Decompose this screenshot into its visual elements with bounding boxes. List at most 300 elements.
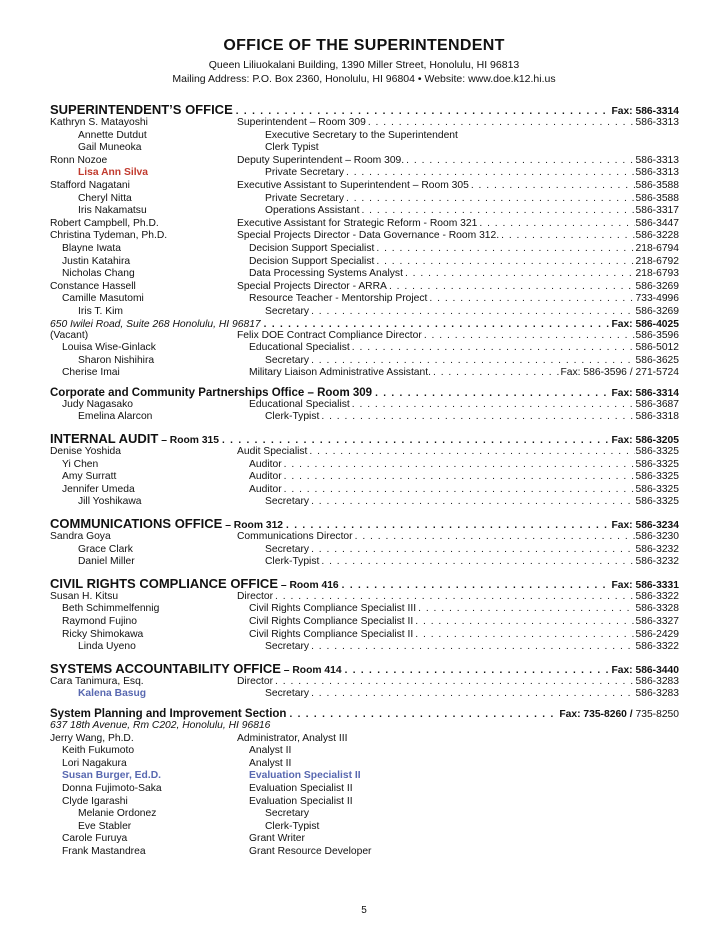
job-title: Civil Rights Compliance Specialist III [249,603,417,615]
person-name: Kathryn S. Matayoshi [50,117,148,128]
phone-number: 586-5012 [635,342,679,354]
directory-row [50,193,679,206]
dot-leader [309,688,635,701]
job-title-cell [237,281,679,294]
dot-leader [307,446,635,459]
phone-number: 586-3283 [635,675,679,687]
dot-leader [469,180,636,193]
directory-row [50,471,679,484]
phone-number: 586-3588 [635,179,679,191]
job-title-cell [265,306,679,319]
directory-row [50,411,679,424]
section-header [50,516,679,531]
section-fax [611,520,679,531]
section-fax-text: Fax: 586-3331 [611,579,679,591]
dot-leader [219,435,611,446]
job-title: Analyst II [249,745,292,757]
job-title-cell [237,218,679,231]
person-name: Justin Katahira [62,255,131,267]
section-heading-text: COMMUNICATIONS OFFICE [50,516,223,532]
person-name: Camille Masutomi [62,293,144,305]
job-title: Grant Writer [249,833,305,845]
job-title: Executive Assistant for Strategic Reform - Room 321 [237,217,478,229]
job-title: Special Projects Director - Data Governance - Room 312. [237,230,500,242]
phone-number: 586-2429 [635,628,679,640]
directory-row [50,688,679,701]
dot-leader [261,319,612,330]
job-title: Administrator, Analyst III [237,732,348,744]
person-name: Jill Yoshikawa [78,496,142,508]
job-title-cell [249,293,679,306]
job-title-cell [249,484,679,497]
phone-number: 586-3318 [635,411,679,423]
phone-number: 586-3269 [635,280,679,292]
person-name: Susan H. Kitsu [50,590,119,602]
directory-row [50,142,679,155]
phone-number: 586-3232 [635,543,679,555]
person-name: Grace Clark [78,543,133,555]
person-name: Nicholas Chang [62,268,135,280]
phone-number: 586-3447 [635,217,679,229]
dot-leader [233,106,612,117]
job-title-cell [249,342,679,355]
job-title-cell [237,330,679,343]
section-fax-text: Fax: 586-3314 [611,106,679,117]
section-address: 637 18th Avenue, Rm C202, Honolulu, HI 96816 [50,719,271,731]
job-title: Auditor [249,458,282,470]
job-title-cell [237,117,679,130]
job-title: Superintendent – Room 309 [237,117,366,128]
dot-leader [319,556,635,569]
job-title: Executive Secretary to the Superintendent [265,129,458,141]
page-title: OFFICE OF THE SUPERINTENDENT [223,37,505,54]
job-title-cell [265,688,679,701]
job-title: Secretary [265,641,310,653]
person-name: Cheryl Nitta [78,192,132,204]
dot-leader [309,641,635,654]
directory-row [50,355,679,368]
section-fax [611,435,679,446]
directory-row [50,496,679,509]
directory [50,102,679,859]
person-name: Ricky Shimokawa [62,628,144,640]
person-name: Frank Mastandrea [62,845,146,857]
person-name: Linda Uyeno [78,641,136,653]
job-title-cell [249,629,679,642]
job-title-cell [249,833,679,846]
dot-leader [359,205,635,218]
section-heading-text: SUPERINTENDENT’S OFFICE [50,102,233,117]
person-name: Emelina Alarcon [78,411,153,423]
person-name: Keith Fukumoto [62,745,135,757]
section-heading-text: CIVIL RIGHTS COMPLIANCE OFFICE [50,575,278,591]
job-title: Operations Assistant [265,205,360,217]
dot-leader [286,709,559,720]
job-title: Educational Specialist [249,398,350,410]
person-name: Blayne Iwata [62,242,121,254]
job-title: Secretary [265,808,310,820]
directory-row [50,342,679,355]
section-room: – Room 312 [222,520,284,532]
job-title-cell [249,616,679,629]
job-title-cell [249,796,679,809]
dot-leader [422,330,636,343]
person-name: Carole Furuya [62,833,128,845]
phone-number: 586-3228 [635,230,679,242]
directory-row [50,130,679,143]
job-title: Educational Specialist [249,342,350,354]
dot-leader [403,268,636,281]
job-title-cell [237,531,679,544]
dot-leader [309,544,635,557]
person-name: Constance Hassell [50,280,136,292]
section-header [50,431,679,446]
job-title-cell [265,641,679,654]
person-name: Melanie Ordonez [78,808,157,820]
job-title: Communications Director [237,531,353,543]
job-title: Data Processing Systems Analyst [249,268,403,280]
section-fax [611,580,679,591]
section-heading [50,516,283,531]
dot-leader [309,496,635,509]
dot-leader [282,471,636,484]
job-title: Decision Support Specialist [249,242,375,254]
job-title-cell [265,193,679,206]
person-name: Judy Nagasako [62,398,133,410]
section-header [50,661,679,676]
section-room: – Room 315 [158,435,220,447]
job-title-cell [249,745,679,758]
directory-row [50,180,679,193]
person-name: Cara Tanimura, Esq. [50,675,144,687]
directory-row [50,641,679,654]
directory-row [50,591,679,604]
phone-number: 586-3328 [635,603,679,615]
directory-row [50,367,679,380]
job-title-cell [249,243,679,256]
job-title-cell [237,676,679,689]
section-heading [50,431,219,446]
job-title-cell [249,758,679,771]
section-heading [50,576,339,591]
directory-row [50,459,679,472]
phone-number: 733-4996 [635,293,679,305]
person-name: Raymond Fujino [62,616,137,627]
dot-leader [413,616,635,629]
phone-number: 586-3322 [635,590,679,602]
directory-row [50,603,679,616]
job-title: Evaluation Specialist II [249,795,353,807]
section-heading-text: SYSTEMS ACCOUNTABILITY OFFICE [50,660,281,676]
job-title: Deputy Superintendent – Room 309. [237,154,405,166]
job-title: Evaluation Specialist II [249,782,353,794]
person-name: Sharon Nishihira [78,354,155,366]
directory-row [50,205,679,218]
phone-number: 586-3322 [635,641,679,653]
job-title-cell [265,355,679,368]
section-heading [50,661,342,676]
person-name: Robert Campbell, Ph.D. [50,217,159,229]
directory-row [50,330,679,343]
section-heading [50,319,261,330]
job-title-cell [265,142,679,155]
section-fax-text: Fax: 586-3440 [611,664,679,676]
job-title: Director [237,590,274,602]
job-title: Clerk-Typist [265,556,320,568]
dot-leader [353,531,636,544]
section-header [50,319,679,330]
dot-leader [273,591,635,604]
person-name: Yi Chen [62,458,99,470]
dot-leader [342,665,612,676]
phone-number: 586-3327 [635,616,679,627]
person-name: Denise Yoshida [50,446,121,458]
directory-row [50,770,679,783]
directory-row [50,783,679,796]
person-name: Cherise Imai [62,367,120,379]
job-title-cell [249,268,679,281]
section-fax-text: Fax: 586-4025 [611,318,679,330]
section-heading [50,387,372,399]
directory-row [50,484,679,497]
dot-leader [431,367,561,380]
job-title-cell [249,399,679,412]
job-title-cell [237,591,679,604]
phone-number: 586-3588 [635,192,679,204]
dot-leader [427,293,635,306]
dot-leader [477,218,635,231]
phone-number: 586-3313 [635,154,679,166]
directory-row [50,821,679,834]
person-name: Sandra Goya [50,531,111,543]
phone-number: 586-3283 [635,688,679,700]
directory-row [50,531,679,544]
phone-number: 586-3325 [635,446,679,458]
job-title-cell [237,733,679,746]
person-name: Christina Tydeman, Ph.D. [50,230,168,242]
directory-row [50,281,679,294]
person-name: Clyde Igarashi [62,795,128,807]
person-name: Lisa Ann Silva [78,167,149,179]
job-title: Director [237,675,274,687]
directory-row [50,446,679,459]
job-title-cell [237,155,679,168]
job-title: Auditor [249,483,282,495]
page-number: 5 [361,905,367,916]
dot-leader [273,676,635,689]
job-title: Resource Teacher - Mentorship Project [249,293,428,305]
phone-number: 586-3313 [635,167,679,179]
person-name: Ronn Nozoe [50,154,108,166]
phone-number: 586-3687 [635,398,679,410]
person-name: Gail Muneoka [78,142,142,154]
job-title-cell [265,496,679,509]
dot-leader [344,167,636,180]
directory-row [50,833,679,846]
job-title-cell [249,846,679,859]
directory-row [50,293,679,306]
job-title: Clerk-Typist [265,820,320,832]
phone-number: 586-3325 [635,483,679,495]
job-title-cell [249,603,679,616]
directory-row [50,399,679,412]
directory-row [50,745,679,758]
job-title: Analyst II [249,757,292,769]
job-title: Secretary [265,688,310,700]
dot-leader [283,520,611,531]
directory-row [50,808,679,821]
dot-leader [350,342,636,355]
section-fax [559,709,679,720]
section-heading [50,102,233,117]
directory-row [50,629,679,642]
job-title: Auditor [249,471,282,483]
phone-number: 218-6794 [635,242,679,254]
person-name: Annette Dutdut [78,129,147,141]
job-title: Executive Assistant to Superintendent – Room 305 [237,179,469,191]
person-name: Louisa Wise-Ginlack [62,342,156,354]
section-heading-text: System Planning and Improvement Section [50,707,287,720]
phone-number: 218-6793 [635,268,679,280]
job-title-cell [265,167,679,180]
mailing-address: Mailing Address: P.O. Box 2360, Honolulu, HI 96804 • Website: www.doe.k12.hi.us [172,73,556,85]
phone-number: 586-3325 [635,458,679,470]
section-room: – Room 416 [278,579,339,591]
section-fax-extra: 735-8250 [635,708,679,720]
directory-row [50,758,679,771]
dot-leader [344,193,636,206]
building-address: Queen Liliuokalani Building, 1390 Miller Street, Honolulu, HI 96813 [208,59,520,71]
directory-row [50,117,679,130]
directory-row [50,846,679,859]
section-header [50,708,679,720]
phone-number: 586-3317 [635,205,679,217]
section-fax-text: Fax: 735-8260 / [559,708,636,720]
job-title: Audit Specialist [237,446,308,458]
section-fax [611,388,679,399]
phone-number: 586-3596 [635,329,679,341]
dot-leader [387,281,636,294]
job-title-cell [249,256,679,269]
person-name: Jerry Wang, Ph.D. [50,732,134,744]
person-name: Lori Nagakura [62,757,127,769]
job-title: Evaluation Specialist II [249,770,361,782]
job-title-cell [237,180,679,193]
job-title-cell [249,459,679,472]
phone-number: Fax: 586-3596 / 271-5724 [560,367,679,379]
section-fax [611,319,679,330]
person-name: Stafford Nagatani [50,179,130,191]
directory-row [50,676,679,689]
job-title: Decision Support Specialist [249,255,375,267]
person-name: Iris T. Kim [78,305,124,317]
section-heading [50,708,286,720]
directory-row [50,256,679,269]
job-title-cell [265,821,679,834]
job-title-cell [237,446,679,459]
job-title-cell [249,770,679,783]
directory-row [50,167,679,180]
phone-number: 218-6792 [635,255,679,267]
job-title: Private Secretary [265,192,344,204]
directory-row [50,268,679,281]
job-title-cell [249,783,679,796]
job-title-cell [237,230,679,243]
section-fax-text: Fax: 586-3205 [611,435,679,447]
person-name: Eve Stabler [78,820,132,832]
job-title: Special Projects Director - ARRA [237,280,387,292]
section-heading-text: INTERNAL AUDIT [50,431,159,447]
job-title-cell [265,130,679,143]
dot-leader [404,155,635,168]
job-title: Secretary [265,354,310,366]
job-title: Civil Rights Compliance Specialist II [249,628,414,640]
dot-leader [309,355,635,368]
person-name: Jennifer Umeda [62,483,135,495]
directory-row [50,544,679,557]
section-heading-text: Corporate and Community Partnerships Office – Room 309 [50,386,373,399]
phone-number: 586-3269 [635,305,679,317]
directory-row [50,155,679,168]
job-title: Clerk-Typist [265,411,320,423]
dot-leader [374,243,635,256]
job-title: Grant Resource Developer [249,845,372,857]
section-header [50,102,679,117]
section-fax [611,106,679,117]
phone-number: 586-3325 [635,496,679,508]
directory-row [50,306,679,319]
person-name: (Vacant) [50,329,89,341]
dot-leader [374,256,635,269]
section-fax-text: Fax: 586-3314 [611,387,679,399]
section-header [50,387,679,399]
dot-leader [282,459,636,472]
dot-leader [413,629,635,642]
section-room: – Room 414 [280,664,342,676]
directory-row [50,796,679,809]
job-title-cell [265,205,679,218]
person-name: Daniel Miller [78,556,135,568]
directory-row [50,733,679,746]
person-name: Iris Nakamatsu [78,205,147,217]
section-header [50,576,679,591]
job-title: Civil Rights Compliance Specialist II [249,616,414,627]
phone-number: 586-3232 [635,556,679,568]
dot-leader [282,484,636,497]
dot-leader [499,230,635,243]
directory-row [50,616,679,629]
person-name: Kalena Basug [78,688,147,700]
person-name: Donna Fujimoto-Saka [62,782,162,794]
directory-row [50,243,679,256]
job-title-cell [249,367,679,380]
phone-number: 586-3313 [635,117,679,128]
person-name: Amy Surratt [62,471,117,483]
phone-number: 586-3230 [635,531,679,543]
dot-leader [309,306,635,319]
job-title-cell [265,808,679,821]
dot-leader [366,117,636,130]
job-title-cell [265,544,679,557]
phone-number: 586-3325 [635,471,679,483]
dot-leader [319,411,635,424]
directory-row [50,218,679,231]
job-title: Private Secretary [265,167,344,179]
job-title: Secretary [265,543,310,555]
job-title: Felix DOE Contract Compliance Director [237,329,422,341]
section-heading-text: 650 Iwilei Road, Suite 268 Honolulu, HI 96817 [50,318,261,330]
job-title-cell [249,471,679,484]
